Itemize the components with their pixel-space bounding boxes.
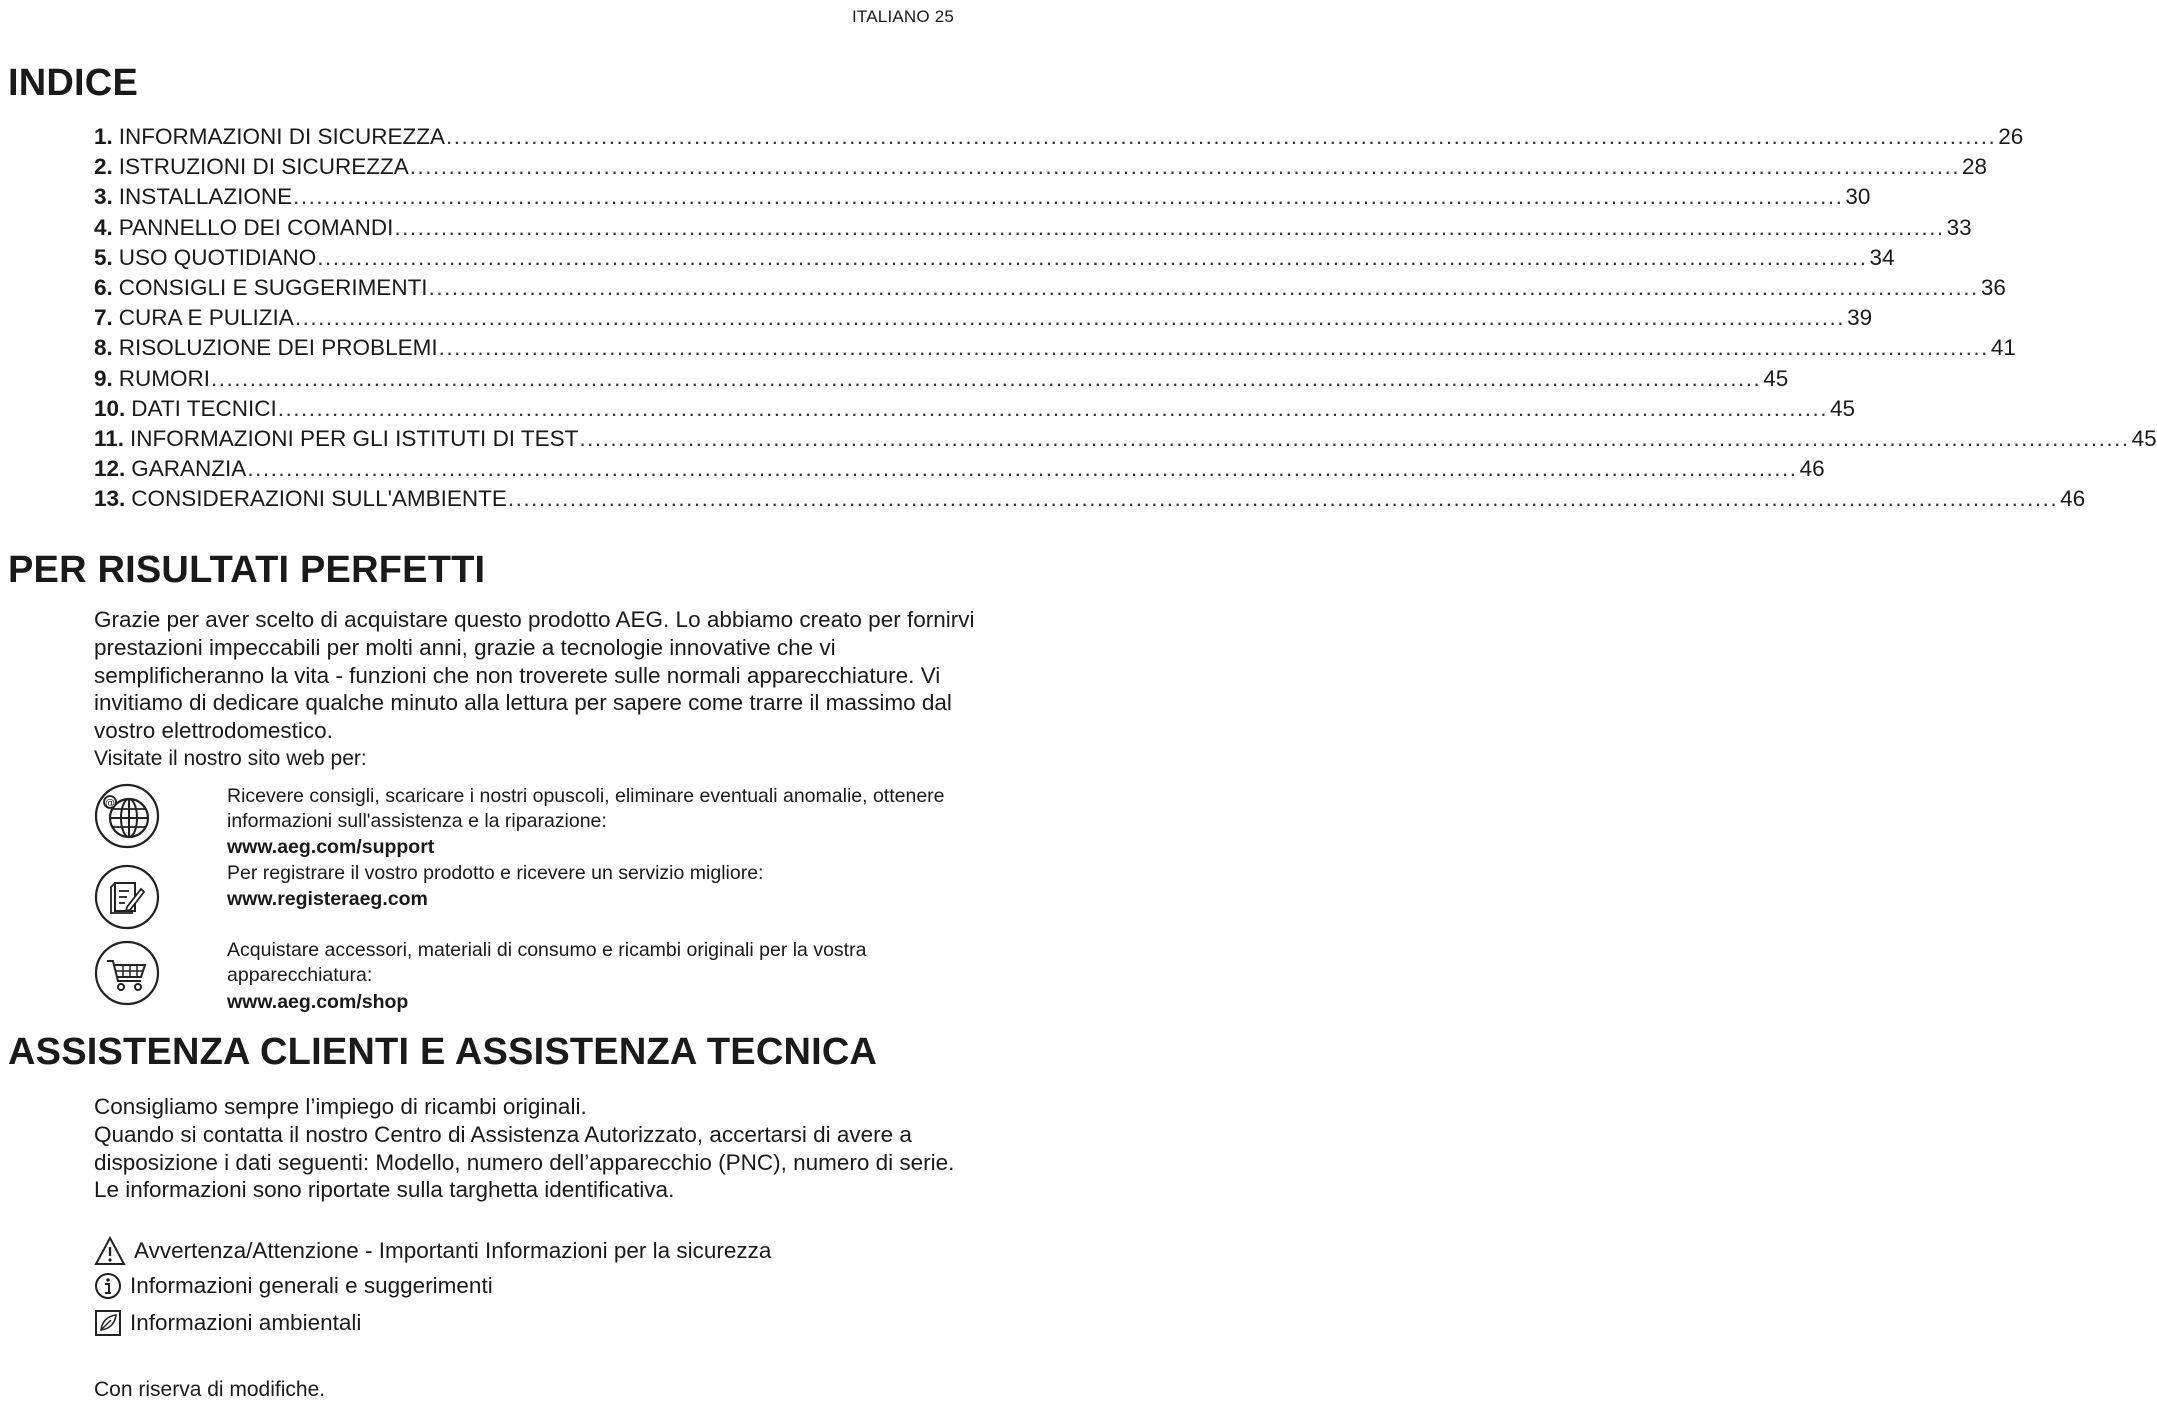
register-description: Per registrare il vostro prodotto e ricevere un servizio migliore: bbox=[227, 862, 764, 884]
service-paragraph bbox=[94, 1093, 1006, 1204]
toc-item[interactable] bbox=[94, 365, 1789, 396]
toc-item-page: 45 bbox=[2131, 425, 2157, 451]
toc-item[interactable] bbox=[94, 244, 1895, 275]
toc-item-page: 33 bbox=[1946, 214, 1972, 240]
toc-item-label: PANNELLO DEI COMANDI bbox=[118, 214, 394, 240]
toc-item-number: 6. bbox=[94, 274, 113, 300]
toc-item[interactable] bbox=[94, 274, 2006, 305]
toc-item-label: DATI TECNICI bbox=[131, 395, 277, 421]
intro-paragraph: Grazie per aver scelto di acquistare questo prodotto AEG. Lo abbiamo creato per fornirvi prestazioni impeccabili per molti anni, grazie a tecnologie innovative che vi semplificheranno la vita - funzioni che non troverete sulle normali apparecchiature. Vi invitiamo di dedicare qualche minuto alla lettura per sapere come trarre il massimo dal vostro elettrodomestico. bbox=[94, 607, 975, 744]
toc-item-number: 4. bbox=[94, 214, 113, 240]
toc-item-number: 1. bbox=[94, 124, 113, 149]
info-icon bbox=[94, 1272, 122, 1300]
toc-item-page: 28 bbox=[1962, 154, 1988, 180]
toc-leader-dots: ........................................................................................................................................................................................................ bbox=[211, 365, 1762, 391]
toc-item-page: 26 bbox=[1998, 124, 2024, 149]
toc-item-number: 2. bbox=[94, 154, 113, 180]
toc-item-label: CONSIGLI E SUGGERIMENTI bbox=[118, 274, 428, 300]
toc-leader-dots: ........................................................................................................................................................................................................ bbox=[394, 214, 1945, 240]
toc-leader-dots: ........................................................................................................................................................................................................ bbox=[294, 305, 1846, 331]
legend-info-text: Informazioni generali e suggerimenti bbox=[130, 1273, 493, 1298]
toc-item-label: CONSIDERAZIONI SULL'AMBIENTE bbox=[131, 486, 507, 512]
customer-service-title: ASSISTENZA CLIENTI E ASSISTENZA TECNICA bbox=[8, 1031, 878, 1073]
toc-leader-dots: ........................................................................................................................................................................................................ bbox=[247, 456, 1798, 482]
service-line: Le informazioni sono riportate sulla targhetta identificativa. bbox=[94, 1177, 675, 1203]
svg-text:@: @ bbox=[105, 798, 115, 809]
warning-icon bbox=[94, 1236, 126, 1266]
globe-icon bbox=[93, 782, 161, 850]
toc-item-label: INSTALLAZIONE bbox=[118, 184, 293, 210]
service-line: Consigliamo sempre l’impiego di ricambi originali. bbox=[94, 1094, 587, 1119]
toc-item-page: 39 bbox=[1847, 305, 1873, 331]
toc-item-number: 9. bbox=[94, 365, 113, 391]
legend-environment-text: Informazioni ambientali bbox=[130, 1310, 362, 1335]
toc-item-number: 10. bbox=[94, 395, 126, 421]
toc-item-label: ISTRUZIONI DI SICUREZZA bbox=[118, 154, 409, 180]
toc-leader-dots: ........................................................................................................................................................................................................ bbox=[317, 244, 1868, 270]
toc-item-label: INFORMAZIONI PER GLI ISTITUTI DI TEST bbox=[130, 425, 579, 451]
leaf-icon bbox=[94, 1309, 122, 1337]
service-line: Quando si contatta il nostro Centro di Assistenza Autorizzato, accertarsi di avere a disposizione i dati seguenti: Modello, numero dell’apparecchio (PNC), numero di serie. bbox=[94, 1121, 955, 1175]
visit-label: Visitate il nostro sito web per: bbox=[94, 747, 367, 770]
shop-link[interactable]: www.aeg.com/shop bbox=[227, 991, 409, 1013]
toc-item-number: 5. bbox=[94, 244, 113, 270]
toc-item-page: 41 bbox=[1990, 335, 2016, 361]
toc-title: INDICE bbox=[8, 62, 138, 104]
toc-item[interactable] bbox=[94, 184, 1871, 214]
toc-leader-dots: ........................................................................................................................................................................................................ bbox=[579, 425, 2130, 451]
toc-item-label: USO QUOTIDIANO bbox=[118, 244, 317, 270]
toc-item[interactable] bbox=[94, 456, 1825, 486]
toc-item-page: 46 bbox=[2060, 486, 2086, 512]
toc-item-page: 36 bbox=[1980, 274, 2006, 300]
toc-leader-dots: ........................................................................................................................................................................................................ bbox=[277, 395, 1828, 421]
register-icon bbox=[93, 863, 161, 931]
toc-item-label: GARANZIA bbox=[131, 456, 247, 482]
toc-item-number: 3. bbox=[94, 184, 113, 210]
toc-item[interactable] bbox=[94, 305, 1873, 335]
toc-item[interactable] bbox=[94, 395, 1855, 426]
legend-environment bbox=[94, 1309, 361, 1337]
perfect-results-title: PER RISULTATI PERFETTI bbox=[8, 549, 486, 591]
toc-item-page: 46 bbox=[1799, 456, 1825, 482]
toc-item-page: 30 bbox=[1845, 184, 1871, 210]
toc-item-page: 34 bbox=[1869, 244, 1895, 270]
toc-item-number: 12. bbox=[94, 456, 126, 482]
legend-warning bbox=[94, 1236, 771, 1266]
toc-item-number: 13. bbox=[94, 486, 126, 512]
toc-item[interactable] bbox=[94, 124, 2024, 154]
legend-info bbox=[94, 1272, 493, 1300]
page-header-label: ITALIANO 25 bbox=[852, 7, 955, 26]
toc-item[interactable] bbox=[94, 154, 1988, 184]
support-description: Ricevere consigli, scaricare i nostri opuscoli, eliminare eventuali anomalie, ottenere informazioni sull'assistenza e la riparazione: bbox=[227, 785, 945, 832]
toc-leader-dots: ........................................................................................................................................................................................................ bbox=[409, 154, 1961, 180]
toc-item[interactable] bbox=[94, 425, 2157, 456]
toc-item[interactable] bbox=[94, 214, 1972, 245]
register-link[interactable]: www.registeraeg.com bbox=[227, 888, 428, 910]
support-link[interactable]: www.aeg.com/support bbox=[227, 836, 435, 858]
toc-item-number: 11. bbox=[94, 425, 125, 451]
legend-warning-text: Avvertenza/Attenzione - Importanti Informazioni per la sicurezza bbox=[134, 1238, 772, 1263]
toc-leader-dots: ........................................................................................................................................................................................................ bbox=[438, 335, 1989, 361]
footer-note: Con riserva di modifiche. bbox=[94, 1378, 326, 1401]
toc-leader-dots: ........................................................................................................................................................................................................ bbox=[293, 184, 1844, 210]
cart-icon bbox=[93, 939, 161, 1007]
toc-item-page: 45 bbox=[1763, 365, 1789, 391]
toc-leader-dots: ........................................................................................................................................................................................................ bbox=[446, 124, 1997, 149]
toc-item-label: INFORMAZIONI DI SICUREZZA bbox=[118, 124, 446, 149]
toc-item-label: RISOLUZIONE DEI PROBLEMI bbox=[118, 335, 438, 361]
toc-item[interactable] bbox=[94, 335, 2016, 365]
toc-item-page: 45 bbox=[1829, 395, 1855, 421]
toc-item-label: CURA E PULIZIA bbox=[118, 305, 294, 331]
toc-leader-dots: ........................................................................................................................................................................................................ bbox=[428, 274, 1979, 300]
toc-item-number: 8. bbox=[94, 335, 113, 361]
shop-description: Acquistare accessori, materiali di consumo e ricambi originali per la vostra apparecchiatura: bbox=[227, 939, 867, 986]
toc-item-number: 7. bbox=[94, 305, 113, 331]
toc-item-label: RUMORI bbox=[118, 365, 211, 391]
toc-leader-dots: ........................................................................................................................................................................................................ bbox=[507, 486, 2059, 512]
table-of-contents bbox=[94, 124, 2157, 516]
toc-item[interactable] bbox=[94, 486, 2086, 516]
